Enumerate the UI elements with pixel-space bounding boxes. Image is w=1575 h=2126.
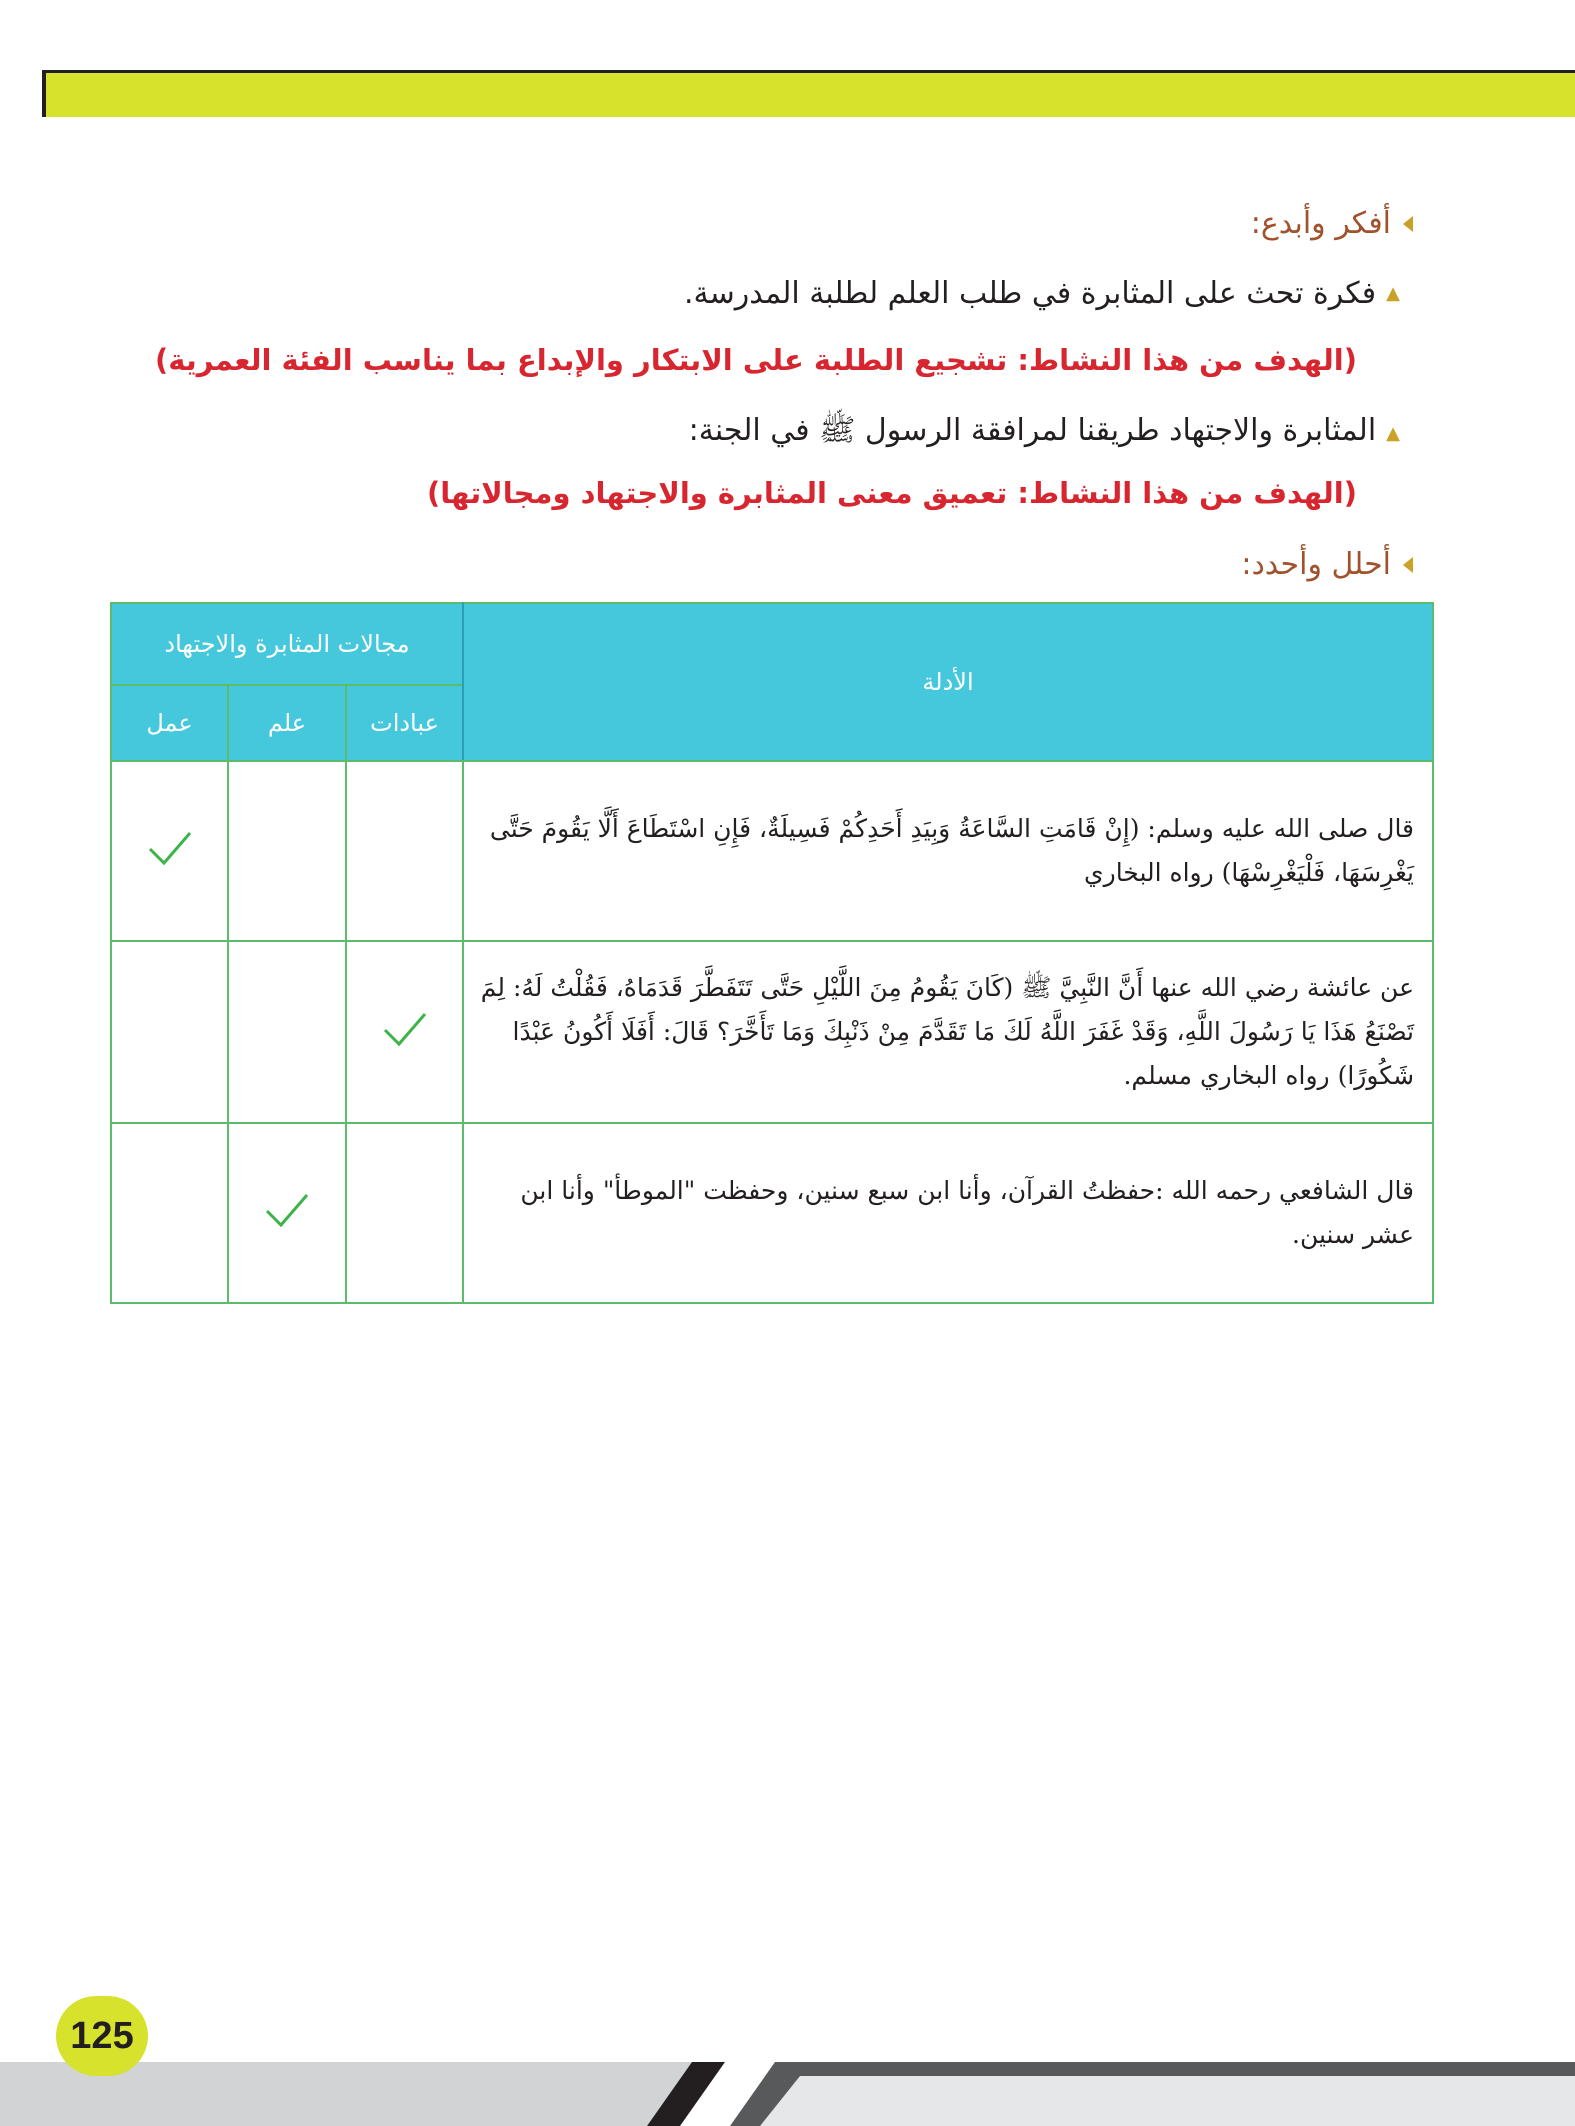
bullet-triangle-icon <box>1403 557 1413 573</box>
check-icon <box>146 825 194 873</box>
domains-table <box>110 602 1434 1304</box>
work-cell <box>111 941 228 1123</box>
activity1-item1-text: فكرة تحث على المثابرة في طلب العلم لطلبة المدرسة. <box>683 276 1377 311</box>
knowledge-cell <box>228 1123 346 1303</box>
table-row <box>111 941 1433 1123</box>
header-work: عمل <box>111 685 228 761</box>
table-row <box>111 1123 1433 1303</box>
header-domains: مجالات المثابرة والاجتهاد <box>111 603 463 685</box>
star-bullet-icon: ▲ <box>1386 423 1400 444</box>
work-cell <box>111 761 228 941</box>
activity1-item2 <box>689 412 1400 455</box>
worship-cell <box>346 1123 463 1303</box>
worship-cell <box>346 761 463 941</box>
header-knowledge: علم <box>228 685 346 761</box>
activity1-goal1: (الهدف من هذا النشاط: تشجيع الطلبة على الابتكار والإبداع بما يناسب الفئة العمرية) <box>155 343 1357 377</box>
knowledge-cell <box>228 941 346 1123</box>
check-icon <box>263 1187 311 1235</box>
evidence-cell: قال الشافعي رحمه الله :حفظتُ القرآن، وأنا ابن سبع سنين، وحفظت "الموطأ" وأنا ابن عشر سنين. <box>463 1123 1433 1303</box>
page-number: 125 <box>56 1996 148 2076</box>
knowledge-cell <box>228 761 346 941</box>
activity2-heading: أحلل وأحدد: <box>1241 547 1391 582</box>
activity-heading-think-create <box>1251 206 1413 241</box>
top-color-band <box>42 73 1575 117</box>
activity1-item2-text: المثابرة والاجتهاد طريقنا لمرافقة الرسول ﷺ في الجنة: <box>688 413 1377 448</box>
worship-cell <box>346 941 463 1123</box>
activity1-heading: أفكر وأبدع: <box>1250 206 1391 241</box>
evidence-cell: قال صلى الله عليه وسلم: (إِنْ قَامَتِ السَّاعَةُ وَبِيَدِ أَحَدِكُمْ فَسِيلَةٌ، فَإِنِ اسْتَطَاعَ أَلَّا يَقُومَ حَتَّى يَغْرِسَهَا، فَلْيَغْرِسْهَا) رواه البخاري <box>463 761 1433 941</box>
activity1-goal2: (الهدف من هذا النشاط: تعميق معنى المثابرة والاجتهاد ومجالاتها) <box>426 476 1357 510</box>
activity-heading-analyze <box>1241 547 1413 582</box>
activity1-item1 <box>684 276 1400 311</box>
evidence-cell: عن عائشة رضي الله عنها أَنَّ النَّبِيَّ ﷺ (كَانَ يَقُومُ مِنَ اللَّيْلِ حَتَّى تَتَفَطَّرَ قَدَمَاهُ، فَقُلْتُ لَهُ: لِمَ تَصْنَعُ هَذَا يَا رَسُولَ اللَّهِ، وَقَدْ غَفَرَ اللَّهُ لَكَ مَا تَقَدَّمَ مِنْ ذَنْبِكَ وَمَا تَأَخَّرَ؟ قَالَ: أَفَلَا أَكُونُ عَبْدًا شَكُورًا) رواه البخاري مسلم. <box>463 941 1433 1123</box>
table-row <box>111 761 1433 941</box>
table-header-row <box>111 603 1433 685</box>
work-cell <box>111 1123 228 1303</box>
check-icon <box>381 1006 429 1054</box>
footer-band <box>0 2054 1575 2126</box>
star-bullet-icon: ▲ <box>1386 283 1400 304</box>
bullet-triangle-icon <box>1403 216 1413 232</box>
header-evidence: الأدلة <box>463 603 1433 761</box>
header-worship: عبادات <box>346 685 463 761</box>
